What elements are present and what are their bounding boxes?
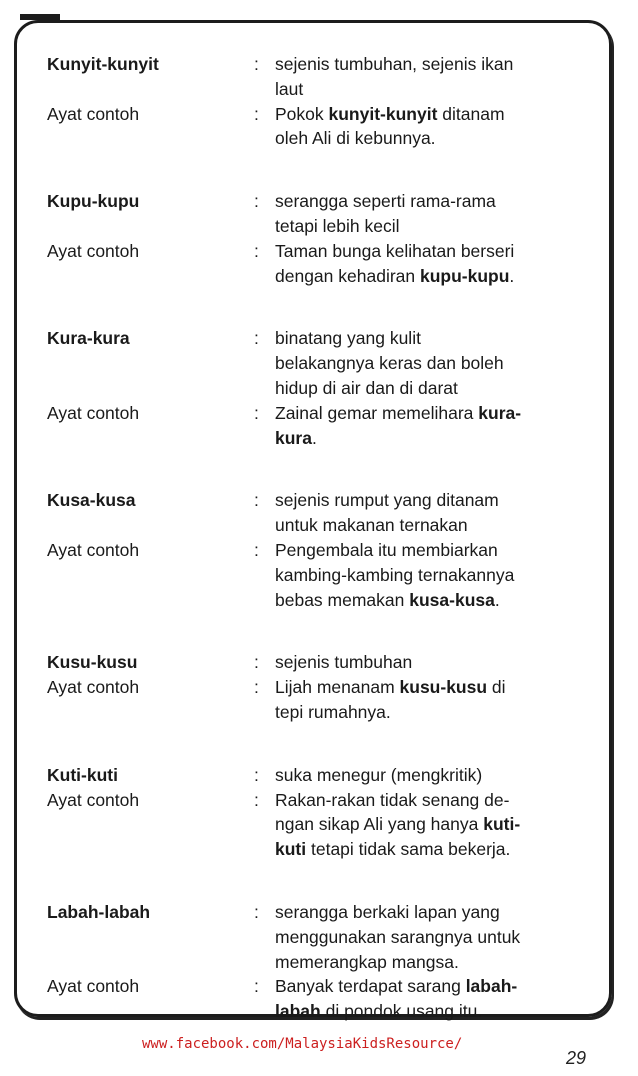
entry-term: Kusa-kusa bbox=[47, 490, 136, 511]
entry-definition-line: suka menegur (mengkritik) bbox=[275, 764, 483, 785]
example-sentence-line bbox=[275, 102, 505, 126]
footer-facebook-link[interactable]: www.facebook.com/MalaysiaKidsResource/ bbox=[142, 1036, 463, 1052]
sentence-text: di pondok usang itu. bbox=[320, 1001, 483, 1022]
entry-definition-line: binatang yang kulit bbox=[275, 328, 421, 349]
entry-term: Kupu-kupu bbox=[47, 191, 140, 212]
entry-definition-line: memerangkap mangsa. bbox=[275, 951, 459, 972]
sentence-text: kambing-kambing ternakannya bbox=[275, 564, 515, 585]
example-label: Ayat contoh bbox=[47, 103, 140, 124]
example-colon: : bbox=[254, 789, 259, 810]
example-sentence-line bbox=[275, 426, 317, 450]
definition-colon: : bbox=[254, 764, 259, 785]
example-sentence-line bbox=[275, 788, 509, 812]
highlighted-term: labah bbox=[275, 1001, 321, 1022]
highlighted-term: labah- bbox=[465, 976, 518, 997]
sentence-text: Banyak terdapat sarang bbox=[275, 976, 466, 997]
page-number: 29 bbox=[566, 1048, 587, 1068]
sentence-text: ditanam bbox=[437, 103, 505, 124]
example-sentence-line bbox=[275, 401, 521, 425]
example-sentence-line bbox=[275, 700, 391, 724]
entry-definition-line: sejenis rumput yang ditanam bbox=[275, 490, 499, 511]
sentence-text: . bbox=[311, 427, 317, 448]
highlighted-term: kusu-kusu bbox=[399, 677, 488, 698]
entry-term: Kunyit-kunyit bbox=[47, 54, 159, 74]
example-sentence-line bbox=[275, 812, 520, 836]
example-label: Ayat contoh bbox=[47, 976, 140, 997]
entry-term: Kusu-kusu bbox=[47, 652, 138, 673]
example-label: Ayat contoh bbox=[47, 540, 140, 560]
highlighted-term: kuti- bbox=[483, 814, 521, 835]
highlighted-term: kura- bbox=[478, 402, 522, 423]
highlighted-term: kupu-kupu bbox=[419, 265, 510, 286]
entry-definition-line: untuk makanan ternakan bbox=[275, 515, 468, 536]
sentence-text: . bbox=[494, 589, 500, 610]
highlighted-term: kusa-kusa bbox=[409, 589, 495, 610]
example-colon: : bbox=[254, 103, 259, 124]
sentence-text: tetapi tidak sama bekerja. bbox=[306, 839, 511, 860]
sentence-text: Taman bunga kelihatan berseri bbox=[275, 240, 515, 261]
example-sentence-line bbox=[275, 538, 498, 562]
example-sentence-line bbox=[275, 974, 517, 998]
highlighted-term: kuti bbox=[275, 839, 307, 860]
sentence-text: bebas memakan bbox=[275, 589, 410, 610]
definition-colon: : bbox=[254, 902, 259, 922]
entry-definition-line: serangga berkaki lapan yang bbox=[275, 902, 500, 922]
definition-colon: : bbox=[254, 191, 259, 212]
entry-definition-line: sejenis tumbuhan bbox=[275, 652, 413, 673]
sentence-text: di bbox=[487, 677, 506, 698]
entry-definition-line: serangga seperti rama-rama bbox=[275, 191, 496, 212]
example-sentence-line bbox=[275, 675, 506, 699]
definition-colon: : bbox=[254, 652, 259, 673]
example-colon: : bbox=[254, 540, 259, 560]
highlighted-term: kura bbox=[275, 427, 312, 448]
example-sentence-line bbox=[275, 126, 436, 150]
sentence-text: oleh Ali di kebunnya. bbox=[275, 128, 436, 149]
sentence-text: tepi rumahnya. bbox=[275, 702, 391, 722]
entry-definition-line: hidup di air dan di darat bbox=[275, 378, 458, 398]
entry-term: Kura-kura bbox=[47, 328, 130, 349]
entry-definition-line: sejenis tumbuhan, sejenis ikan bbox=[275, 54, 514, 74]
example-label: Ayat contoh bbox=[47, 677, 140, 698]
example-sentence-line bbox=[275, 837, 510, 861]
example-sentence-line bbox=[275, 264, 514, 288]
sentence-text: ngan sikap Ali yang hanya bbox=[275, 814, 484, 835]
example-colon: : bbox=[254, 402, 259, 423]
sentence-text: . bbox=[509, 265, 515, 286]
highlighted-term: kunyit-kunyit bbox=[328, 103, 438, 124]
sentence-text: Lijah menanam bbox=[275, 677, 400, 698]
sentence-text: Zainal gemar memelihara bbox=[275, 402, 479, 423]
entry-term: Kuti-kuti bbox=[47, 764, 118, 785]
example-sentence-line bbox=[275, 588, 500, 612]
example-label: Ayat contoh bbox=[47, 402, 140, 423]
sentence-text: Rakan-rakan tidak senang de- bbox=[275, 789, 510, 810]
entry-definition-line: laut bbox=[275, 78, 304, 99]
sentence-text: dengan kehadiran bbox=[275, 265, 420, 286]
example-sentence-line bbox=[275, 563, 514, 587]
entry-term: Labah-labah bbox=[47, 902, 151, 922]
entry-definition-line: tetapi lebih kecil bbox=[275, 216, 400, 236]
sentence-text: Pengembala itu membiarkan bbox=[275, 540, 498, 560]
example-label: Ayat contoh bbox=[47, 240, 140, 261]
example-colon: : bbox=[254, 240, 259, 261]
definition-colon: : bbox=[254, 328, 259, 349]
example-colon: : bbox=[254, 677, 259, 698]
sentence-text: Pokok bbox=[275, 103, 329, 124]
entry-definition-line: belakangnya keras dan boleh bbox=[275, 353, 504, 374]
example-sentence-line bbox=[275, 999, 482, 1023]
example-sentence-line bbox=[275, 239, 514, 263]
entry-definition-line: menggunakan sarangnya untuk bbox=[275, 926, 521, 947]
example-colon: : bbox=[254, 976, 259, 997]
definition-colon: : bbox=[254, 54, 259, 74]
example-label: Ayat contoh bbox=[47, 789, 140, 810]
definition-colon: : bbox=[254, 490, 259, 511]
